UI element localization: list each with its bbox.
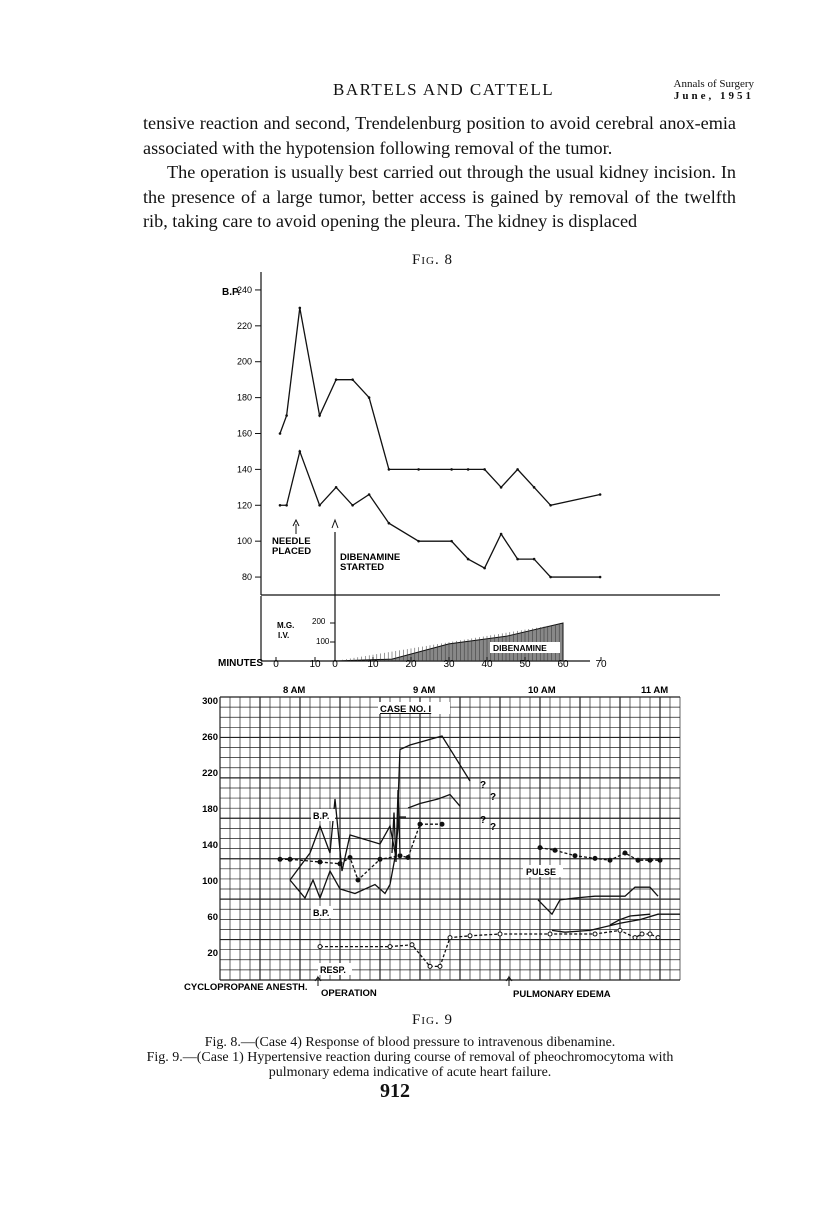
- fig8-series-diastolic: [280, 451, 600, 577]
- fig8-point: [599, 576, 602, 579]
- fig8-point: [450, 468, 453, 471]
- fig8-point: [467, 468, 470, 471]
- fig8-point: [351, 504, 354, 507]
- fig8-xtick-label: 20: [405, 659, 417, 670]
- fig8-xtick-label: 0: [273, 659, 279, 670]
- fig9-pulse-left-point: [348, 856, 352, 860]
- fig8-ytick-label: 140: [236, 464, 252, 475]
- fig9-xtick-11am: 11 AM: [641, 685, 669, 696]
- journal-name: [674, 78, 754, 102]
- fig9-resp-point: [656, 936, 660, 940]
- fig9-pulse-left: [280, 824, 442, 880]
- fig9-pulse-label: PULSE: [526, 867, 557, 877]
- fig8-point: [450, 540, 453, 543]
- fig8-point: [335, 378, 338, 381]
- fig8-ytick-label: 180: [236, 392, 252, 403]
- fig9-pulse-left-point: [318, 860, 322, 864]
- fig9-resp-label: RESP.: [320, 965, 346, 975]
- sub-ytick-100: 100: [316, 637, 330, 646]
- fig8-xtick-label: 0: [332, 659, 338, 670]
- page-number: 912: [380, 1080, 410, 1102]
- fig8-point: [533, 486, 536, 489]
- fig9-bp-label-2: B.P.: [313, 908, 330, 918]
- fig9-ytick-label: 220: [202, 768, 218, 779]
- fig8-title: Fig. 8: [412, 252, 453, 268]
- fig9-resp-point: [410, 943, 414, 947]
- sub-ytick-200: 200: [312, 617, 326, 626]
- dibenamine-started-label: DIBENAMINE: [340, 552, 401, 563]
- fig9-ytick-label: 180: [202, 804, 218, 815]
- fig8-point: [533, 558, 536, 561]
- fig9-pulse-left-point: [398, 854, 402, 858]
- fig9-pulse-right-point: [593, 856, 597, 860]
- fig8-point: [500, 533, 503, 536]
- fig8-point: [599, 493, 602, 496]
- question-mark-1: ?: [480, 780, 487, 791]
- pulmonary-edema-label: PULMONARY EDEMA: [513, 989, 611, 1000]
- fig9-resp-point: [388, 945, 392, 949]
- fig8-xtick-label: 10: [309, 659, 321, 670]
- fig9-resp-point: [633, 936, 637, 940]
- fig8-point: [417, 468, 420, 471]
- fig8-point: [285, 504, 288, 507]
- fig8-ylabel: B.P.: [222, 287, 241, 298]
- fig8-xtick-label: 30: [443, 659, 455, 670]
- fig9-resp-point: [498, 932, 502, 936]
- fig8-point: [318, 414, 321, 417]
- fig9-bp-label: B.P.: [313, 811, 330, 821]
- fig9-resp-point: [618, 928, 622, 932]
- fig8-point: [483, 567, 486, 570]
- fig8-ytick-label: 120: [236, 500, 252, 511]
- fig9-pulse-right-point: [623, 851, 627, 855]
- fig8-ytick-label: 160: [236, 428, 252, 439]
- fig8-xtick-label: 40: [481, 659, 493, 670]
- cyclopropane-label: CYCLOPROPANE ANESTH.: [184, 982, 308, 993]
- fig8-caption: Fig. 8.—(Case 4) Response of blood pressure to intravenous dibenamine.: [204, 1035, 616, 1050]
- fig8-point: [388, 468, 391, 471]
- fig8-xlabel: MINUTES: [218, 658, 263, 669]
- fig8-point: [500, 486, 503, 489]
- fig9-ytick-label: 260: [202, 732, 218, 743]
- fig9-ytick-label: 100: [202, 876, 218, 887]
- fig9-pulse-right-point: [636, 858, 640, 862]
- body-paragraph-1: tensive reaction and second, Trendelenburg position to avoid cerebral anox-emia associated with the hypotension following removal of the tumor.: [143, 113, 736, 158]
- fig9-bp-systolic-b: [408, 795, 460, 809]
- fig9-caption: Fig. 9.—(Case 1) Hypertensive reaction during course of removal of pheochromocytoma with pulmonary edema indicative of acute heart failure.: [146, 1050, 674, 1080]
- fig8-point: [299, 307, 302, 310]
- fig8-point: [388, 522, 391, 525]
- pulmonary-edema-arrow: [506, 977, 512, 986]
- fig8-ytick-label: 100: [236, 536, 252, 547]
- fig8-chart: [200, 262, 720, 672]
- fig9-resp-point: [468, 934, 472, 938]
- fig9-xtick-9am: 9 AM: [413, 685, 436, 696]
- fig9-resp-point: [548, 932, 552, 936]
- fig8-ytick-label: 220: [236, 320, 252, 331]
- fig9-pulse-left-point: [378, 857, 382, 861]
- fig8-point: [335, 486, 338, 489]
- fig8-point: [279, 504, 282, 507]
- fig9-pulse-left-point: [338, 862, 342, 866]
- body-paragraph-2: [143, 160, 736, 234]
- fig8-point: [483, 468, 486, 471]
- fig9-pulse-right-point: [553, 848, 557, 852]
- fig9-pulse-left-point: [278, 857, 282, 861]
- fig9-chart: [180, 680, 700, 1002]
- fig8-point: [516, 558, 519, 561]
- fig9-pulse-right-point: [608, 858, 612, 862]
- fig9-ytick-label: 20: [207, 948, 218, 959]
- fig8-point: [417, 540, 420, 543]
- fig9-pulse-right-point: [573, 854, 577, 858]
- fig9-resp-point: [648, 932, 652, 936]
- operation-label: OPERATION: [321, 988, 377, 999]
- fig9-pulse-left-point: [288, 857, 292, 861]
- fig8-ytick-label: 200: [236, 356, 252, 367]
- fig9-pulse-left-point: [406, 856, 410, 860]
- question-mark-2: ?: [490, 792, 497, 803]
- running-head: BARTELS AND CATTELL: [333, 80, 555, 99]
- fig8-ytick-label: 80: [241, 572, 252, 583]
- fig8-point: [318, 504, 321, 507]
- fig8-xtick-label: 60: [557, 659, 569, 670]
- fig9-ytick-label: 300: [202, 696, 218, 707]
- fig9-resp-point: [428, 964, 432, 968]
- dibenamine-bar-label: DIBENAMINE: [493, 643, 547, 653]
- fig9-resp-point: [318, 945, 322, 949]
- fig8-point: [279, 432, 282, 435]
- fig8-point: [285, 414, 288, 417]
- fig9-resp-point: [640, 932, 644, 936]
- question-mark-4: ?: [490, 822, 497, 833]
- fig9-bp-spike: [392, 790, 400, 862]
- fig8-point: [549, 504, 552, 507]
- fig9-pulse-left-point: [356, 878, 360, 882]
- fig8-series-systolic: [280, 308, 600, 505]
- fig8-point: [351, 378, 354, 381]
- fig9-xtick-10am: 10 AM: [528, 685, 556, 696]
- journal-date: June, 1951: [673, 90, 754, 102]
- fig9-title: Fig. 9: [412, 1012, 453, 1028]
- needle-placed-label: NEEDLE: [272, 536, 311, 547]
- question-mark-3: ?: [480, 815, 487, 826]
- fig8-point: [549, 576, 552, 579]
- fig9-resp: [320, 930, 658, 966]
- fig9-pulse-left-point: [440, 822, 444, 826]
- fig9-pulse-left-point: [418, 822, 422, 826]
- fig8-ytick-label: 240: [236, 284, 252, 295]
- fig9-resp-point: [438, 964, 442, 968]
- dibenamine-started-label-2: STARTED: [340, 562, 385, 573]
- fig8-xtick-label: 70: [595, 659, 607, 670]
- fig8-xtick-label: 10: [367, 659, 379, 670]
- needle-placed-label-2: PLACED: [272, 546, 312, 557]
- dibenamine-arrowhead: [332, 520, 338, 528]
- fig9-resp-point: [448, 936, 452, 940]
- fig9-pulse-right-point: [648, 858, 652, 862]
- fig9-xtick-8am: 8 AM: [283, 685, 306, 696]
- fig9-pulse-right-point: [658, 858, 662, 862]
- fig8-point: [368, 396, 371, 399]
- fig8-point: [368, 493, 371, 496]
- fig9-resp-point: [593, 932, 597, 936]
- fig9-case-title: CASE NO. I: [380, 704, 432, 715]
- fig8-xtick-label: 50: [519, 659, 531, 670]
- fig8-point: [516, 468, 519, 471]
- journal-title: Annals of Surgery: [673, 78, 754, 90]
- fig9-pulse-right-point: [538, 846, 542, 850]
- fig9-ytick-label: 140: [202, 840, 218, 851]
- fig8-point: [467, 558, 470, 561]
- fig8-point: [299, 450, 302, 453]
- sub-label-mg: M.G.: [277, 621, 295, 630]
- body-paragraph-2-text: The operation is usually best carried out through the usual kidney incision. In the presence of a large tumor, better access is gained by removal of the twelfth rib, taking care to avoid opening the pleura. The kidney is displaced: [143, 162, 736, 231]
- sub-label-iv: I.V.: [278, 631, 290, 640]
- fig9-ytick-label: 60: [207, 912, 218, 923]
